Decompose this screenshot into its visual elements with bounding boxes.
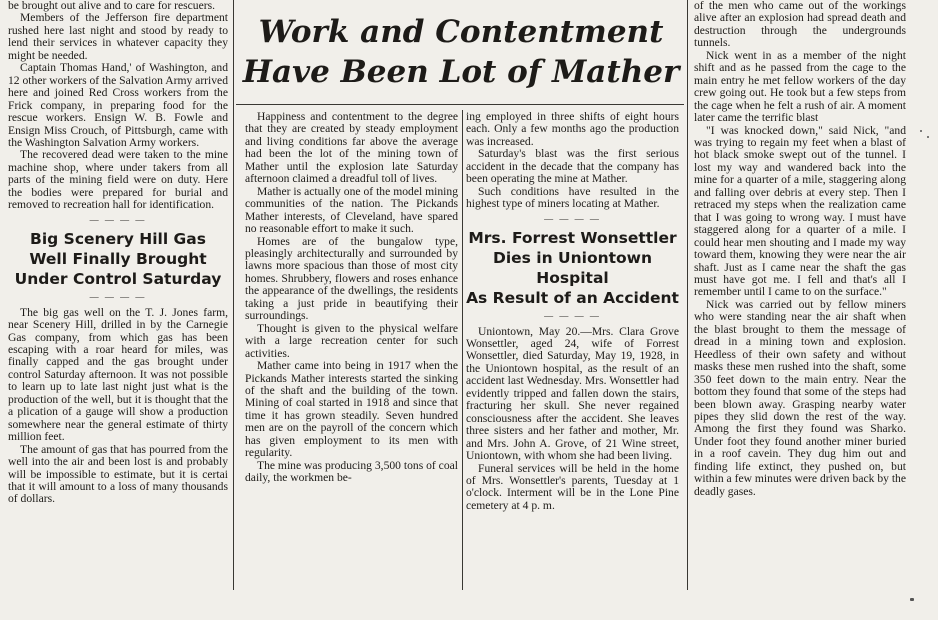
paragraph: Nick was carried out by fellow miners who were standing near the air shaft when the blast brought to them the message of dread in a mining town and explosion. Heedless of their own safety and without masks these men rushed into the shaft, some 350 feet down to the main entry. Near the bottom they found that some of the steps had been blown away. Grasping nearby water pipes they slid down the rest of the way. Among the first they found was Sharko. Under foot they found another miner buried in a roof cavein. They dug him out and finding life extinct, they pushed on, but within a few minutes were driven back by the deadly gases. (694, 297, 906, 498)
paragraph: The mine was producing 3,500 tons of coal daily, the workmen be- (245, 458, 458, 485)
print-speck (927, 136, 929, 138)
headline-line: Well Finally Brought (29, 250, 207, 269)
separator: — — — — (89, 214, 147, 225)
paragraph: Uniontown, May 20.—Mrs. Clara Grove Wonsettler, aged 24, wife of Forrest Wonsettler, died Saturday, May 19, 1928, in the Uniontown hospital, as the result of an accident last Wednesday. Mrs. Wonsettler had evidently tripped and fallen down the stairs, fracturing her skull. She never regained consciousness after the accident. She leaves three sisters and her father and mother, Mr. and Mrs. John A. Grove, of 21 Wine street, Uniontown, with whom she had been living. (466, 324, 679, 463)
separator: — — — — (89, 292, 147, 303)
paragraph: Mather came into being in 1917 when the Pickands Mather interests started the sinking of the shaft and the building of the town. Mining of coal started in 1918 and since that time it has grown steadily. Seven hundred men are on the payroll of the concern which has given employment to its men with regularity. (245, 359, 458, 460)
paragraph: Mather is actually one of the model mining communities of the nation. The Pickands Mather interests, of Cleveland, have spared no reasonable effort to make it such. (245, 184, 458, 236)
paragraph: Thought is given to the physical welfare with a large recreation center for such activities. (245, 321, 458, 360)
headline-wonsettler (466, 228, 679, 308)
paragraph: Such conditions have resulted in the highest type of miners locating at Mather. (466, 184, 679, 211)
headline-line: Dies in Uniontown Hospital (492, 249, 653, 288)
paragraph: Funeral services will be held in the home of Mrs. Wonsettler's parents, Tuesday at 1 o'clock. Interment will be in the Lone Pine cemetery at 4 p. m. (466, 461, 679, 512)
paragraph: The recovered dead were taken to the mine machine shop, where under takers from all parts of the mining field were on duty. Here the bodies were prepared for burial and removed to recreation hall for identification. (8, 148, 228, 212)
column-rule (462, 110, 463, 590)
paragraph: Members of the Jefferson fire department rushed here last night and stood by ready to lend their services in whatever capacity they might be needed. (8, 11, 228, 62)
paragraph: be brought out alive and to care for rescuers. (8, 0, 215, 12)
headline-scenery-hill (8, 229, 228, 289)
column-rule (233, 0, 234, 590)
headline-line: Under Control Saturday (14, 270, 222, 289)
paragraph: Captain Thomas Hand,' of Washington, and 12 other workers of the Salvation Army arrived here and joined Red Cross workers from the Frick company, in preparing food for the rescue workers. Ensign W. B. Fowle and Ensign Miss Crouch, of Pittsburgh, came with the Washington Salvation Army workers. (8, 61, 228, 149)
print-speck (910, 598, 914, 601)
banner-rule (236, 104, 684, 105)
paragraph: ing employed in three shifts of eight hours each. Only a few months ago the production was increased. (466, 111, 679, 148)
column-1 (8, 0, 228, 590)
paragraph: Happiness and contentment to the degree that they are created by steady employment and living conditions far above the average had been the lot of the mining town of Mather until the explosion late Saturday afternoon claimed a dreadful toll of lives. (245, 111, 458, 186)
headline-line: Big Scenery Hill Gas (30, 230, 206, 249)
paragraph: Homes are of the bungalow type, pleasingly architecturally and surrounded by lawns more spacious than those of most city homes. Shrubbery, flowers and roses enhance the appearance of the dwellings, the residents taking a just pride in beautifying their surroundings. (245, 234, 458, 323)
column-rule (687, 0, 688, 590)
banner-line-1: Work and Contentment (258, 14, 664, 50)
headline-line: Mrs. Forrest Wonsettler (468, 229, 677, 248)
print-speck (920, 130, 922, 132)
banner-headline (236, 12, 686, 92)
paragraph: Saturday's blast was the first serious accident in the decade that the company has been operating the mine at Mather. (466, 147, 679, 186)
banner-line-2: Have Been Lot of Mather (242, 54, 680, 90)
separator: — — — — (544, 311, 601, 322)
headline-line: As Result of an Accident (466, 289, 679, 308)
paragraph: of the men who came out of the workings alive after an explosion had spread death and destruction through the undergrounds tunnels. (694, 0, 906, 50)
paragraph: "I was knocked down," said Nick, "and was trying to regain my feet when a blast of hot black smoke swept out of the tunnel. I lost my way and wandered back into the mine for a quarter of a mile, staggering along and falling over debris at every step. Then I retraced my steps when the realization came that I was going to wrong way. I must have staggered along for a quarter of a mile. I could hear men shouting and I made my way toward them, knowing they were near the air shaft. Just as I came near the shaft the gas must have got me. I fell and that's all I remember until I came to on the surface." (694, 123, 906, 299)
column-3 (466, 111, 679, 591)
separator: — — — — (544, 213, 601, 224)
paragraph: Nick went in as a member of the night shift and as he passed from the cage to the main entry he met fellow workers of the day crew going out. He took but a few steps from the cage when he felt a rush of air. A moment later came the terrific blast (694, 48, 906, 125)
column-2 (245, 111, 458, 591)
paragraph: The amount of gas that has pourred from the well into the air and been lost is and probably will be impossible to estimate, but it is certai that it will amount to a loss of many thousands of dollars. (8, 442, 228, 506)
paragraph: The big gas well on the T. J. Jones farm, near Scenery Hill, drilled in by the Carnegie Gas company, from which gas has been escaping with a roar heard for miles, was finally capped and the gas brought under control Saturday afternoon. It was not possible to learn up to late last night just what is the production of the well, but it is thought that the a plication of a gauge will show a production somewhere near the general estimate of thirty million feet. (8, 305, 228, 444)
column-4 (694, 0, 906, 590)
